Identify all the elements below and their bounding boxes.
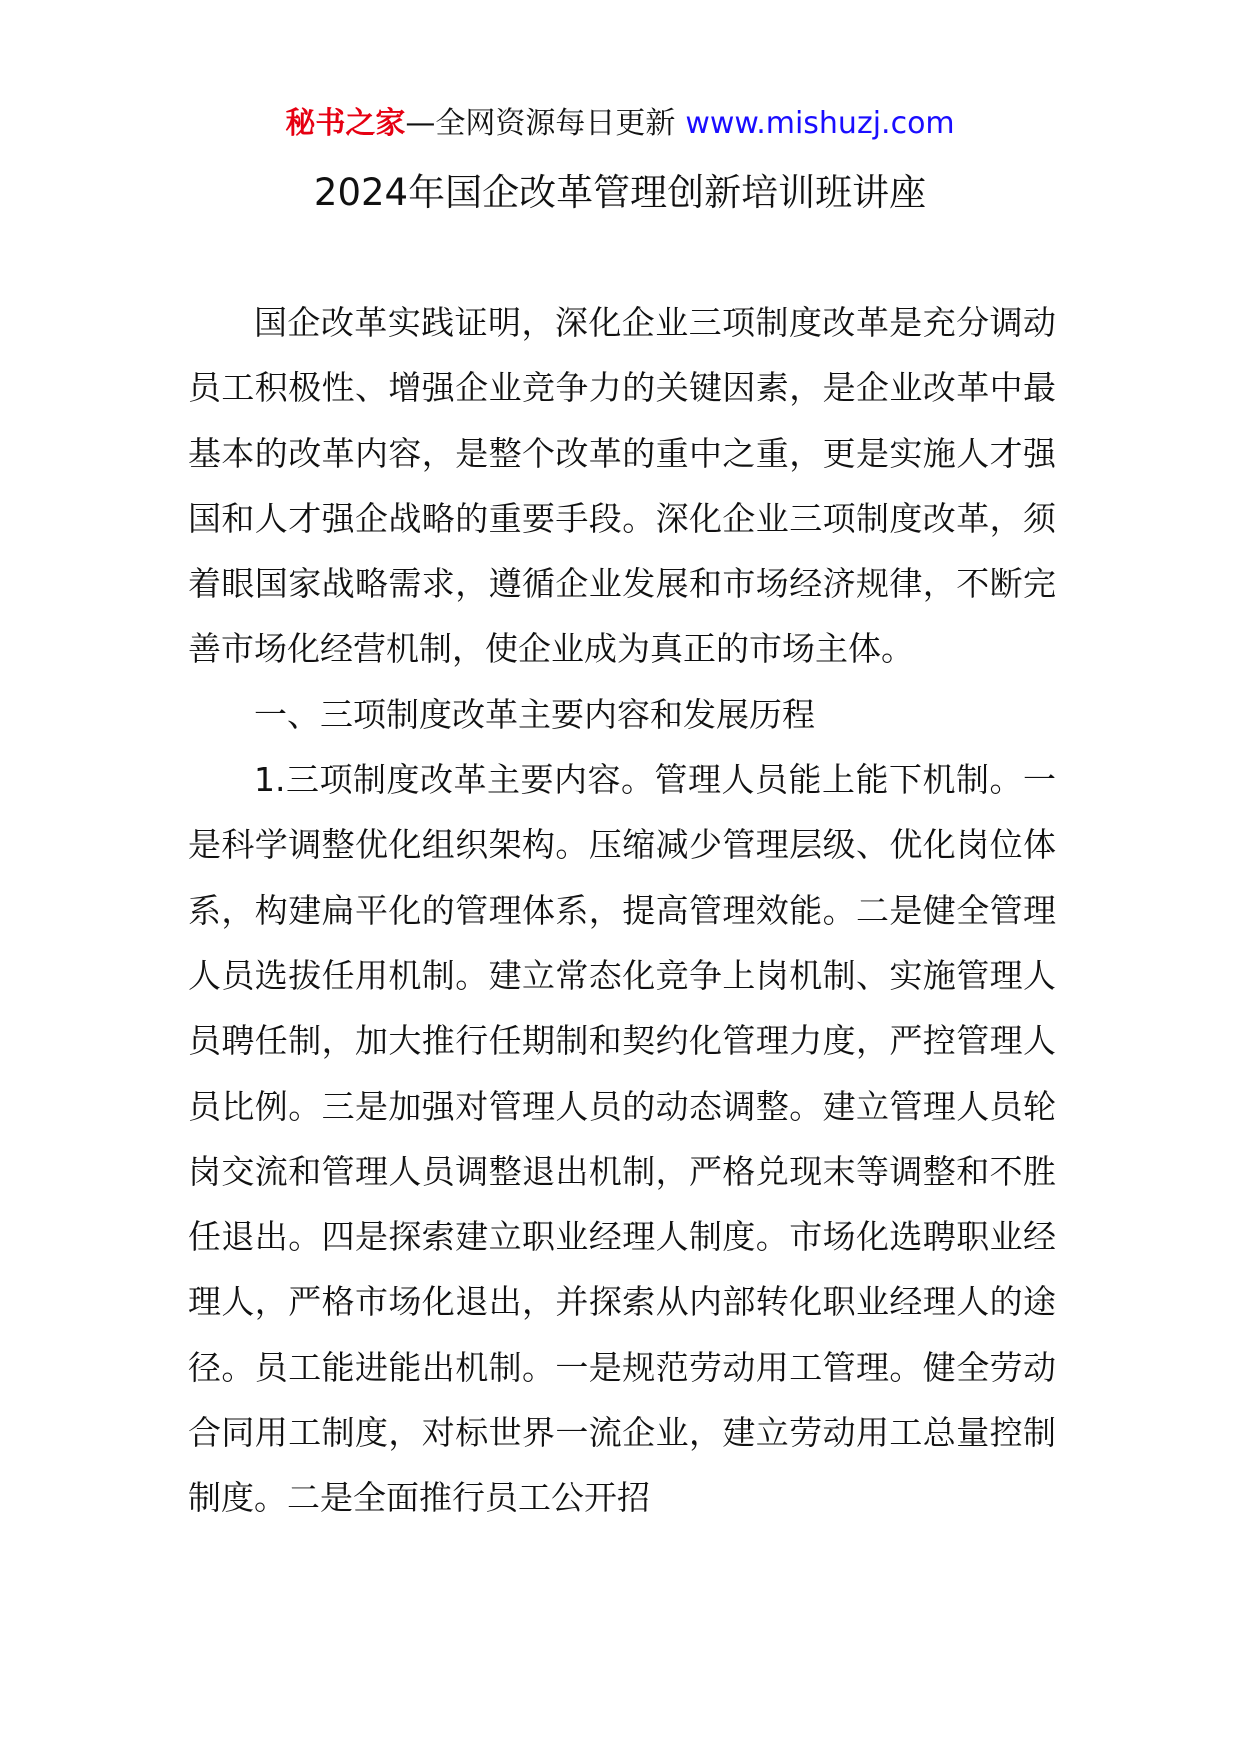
document-body: [188, 290, 1056, 1531]
document-title: 2024年国企改革管理创新培训班讲座: [313, 171, 927, 214]
header-tagline: —全网资源每日更新: [405, 106, 676, 141]
site-url-link[interactable]: www.mishuzj.com: [685, 106, 955, 141]
brand-name: 秘书之家: [285, 106, 406, 141]
site-header: [0, 100, 1240, 148]
paragraph-intro: 国企改革实践证明，深化企业三项制度改革是充分调动员工积极性、增强企业竞争力的关键因素，是企业改革中最基本的改革内容，是整个改革的重中之重，更是实施人才强国和人才强企战略的重要手段。深化企业三项制度改革，须着眼国家战略需求，遵循企业发展和市场经济规律，不断完善市场化经营机制，使企业成为真正的市场主体。: [188, 303, 1056, 669]
section-heading: 一、三项制度改革主要内容和发展历程: [254, 694, 815, 734]
paragraph-content: 1.三项制度改革主要内容。管理人员能上能下机制。一是科学调整优化组织架构。压缩减少管理层级、优化岗位体系，构建扁平化的管理体系，提高管理效能。二是健全管理人员选拔任用机制。建立常态化竞争上岗机制、实施管理人员聘任制，加大推行任期制和契约化管理力度，严控管理人员比例。三是加强对管理人员的动态调整。建立管理人员轮岗交流和管理人员调整退出机制，严格兑现末等调整和不胜任退出。四是探索建立职业经理人制度。市场化选聘职业经理人，严格市场化退出，并探索从内部转化职业经理人的途径。员工能进能出机制。一是规范劳动用工管理。健全劳动合同用工制度，对标世界一流企业，建立劳动用工总量控制制度。二是全面推行员工公开招: [188, 760, 1056, 1518]
